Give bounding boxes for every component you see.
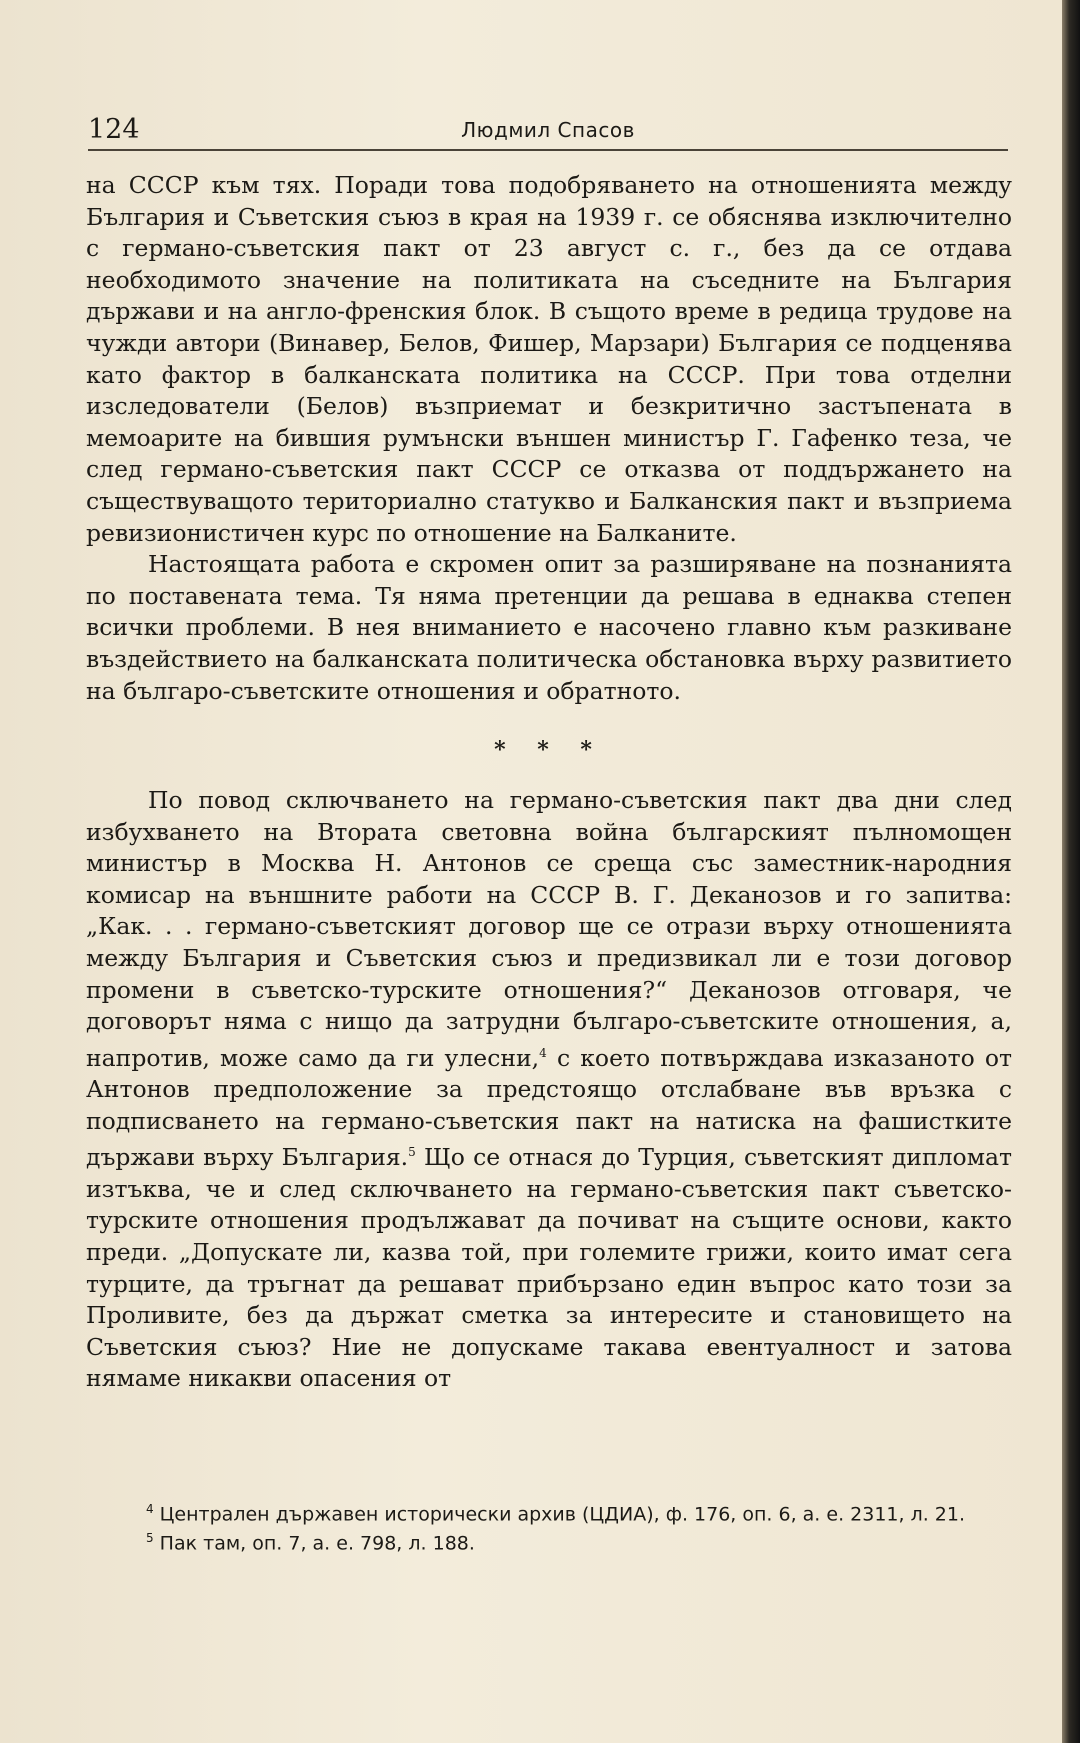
footnote-5 bbox=[86, 1526, 1012, 1555]
footnote-text: Пак там, оп. 7, а. е. 798, л. 188. bbox=[153, 1532, 475, 1555]
footnotes bbox=[86, 1497, 1012, 1556]
section-separator: * * * bbox=[494, 737, 604, 764]
footnote-ref-5: 5 bbox=[408, 1145, 416, 1160]
paragraph-2: Настоящата работа е скромен опит за разширяване на познанията по поставената тема. Тя няма претенции да решава в еднаква степен всички проблеми. В нея вниманието е насочено главно към разкиване въздействието на балканската политическа обстановка върху развитието на българо-съветските отношения и обратното. bbox=[86, 550, 1012, 705]
paragraph-3-part-b: с което потвърждава изказаното от Антонов предположение за предстоящо отслабване във връзка с подписването на германо-съветския пакт на натиска на фашистките държави върху България. bbox=[86, 1043, 1012, 1172]
paragraph-3-part-c: Що се отнася до Турция, съветският дипломат изтъква, че и след сключването на германо-съветския пакт съветско-турските отношения продължават да почиват на същите основи, както преди. „Допускате ли, казва той, при големите грижи, които имат сега турците, да тръгнат да решават прибързано един въпрос като този за Проливите, без да държат сметка за интересите и становището на Съветския съюз? Ние не допускаме такава евентуалност и затова нямаме никакви опасения от bbox=[86, 1143, 1012, 1393]
header-rule bbox=[88, 149, 1008, 151]
footnote-mark: 5 bbox=[146, 1531, 154, 1546]
paragraph-1: на СССР към тях. Поради това подобряването на отношенията между България и Съветския съюз в края на 1939 г. се обяснява изключително с германо-съветския пакт от 23 август с. г., без да се отдава необходимото значение на политиката на съседните на България държави и на англо-френския блок. В същото време в редица трудове на чужди автори (Винавер, Белов, Фишер, Марзари) България се подценява като фактор в балканската политика на СССР. При това отделни изследователи (Белов) възприемат и безкритично застъпената в мемоарите на бившия румънски външен министър Г. Гафенко теза, че след германо-съветския пакт СССР се отказва от поддържането на съществуващото териториално статукво и Балканския пакт и възприема ревизионистичен курс по отношение на Балканите. bbox=[86, 171, 1012, 547]
page-number: 124 bbox=[88, 114, 140, 145]
footnote-ref-4: 4 bbox=[539, 1045, 547, 1060]
paragraph-3 bbox=[86, 785, 1012, 1395]
paragraph-3-part-a: По повод сключването на германо-съветския пакт два дни след избухването на Втората световна война българският пълномощен министър в Москва Н. Антонов се среща със заместник-народния комисар на външните работи на СССР В. Г. Деканозов и го запитва: „Как. . . германо-съветският договор ще се отрази върху отношенията между България и Съветския съюз и предизвикал ли е този договор промени в съветско-турските отношения?“ Деканозов отговаря, че договорът няма с нищо да затрудни българо-съветските отношения, а, напротив, може само да ги улесни, bbox=[86, 786, 1012, 1072]
page-header bbox=[88, 112, 1008, 152]
footnote-text: Централен държавен исторически архив (ЦДИА), ф. 176, оп. 6, а. е. 2311, л. 21. bbox=[153, 1503, 966, 1526]
footnote-mark: 4 bbox=[146, 1502, 154, 1516]
page-binding-edge bbox=[1062, 0, 1080, 1743]
main-text bbox=[86, 170, 1012, 1395]
running-title: Людмил Спасов bbox=[461, 118, 635, 142]
footnote-4 bbox=[86, 1497, 1012, 1526]
